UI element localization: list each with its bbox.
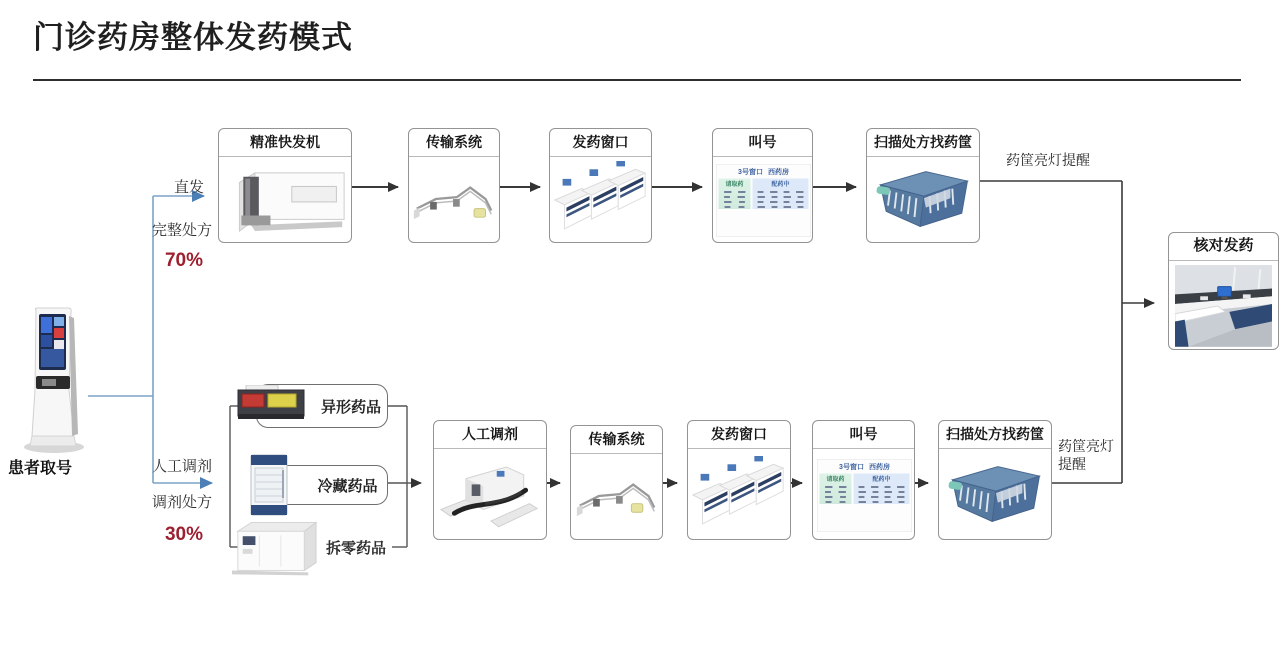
flow-bottom-step-callnumber-label: 叫号 — [813, 421, 914, 449]
dispensing-window-icon — [691, 456, 787, 534]
call-screen — [817, 459, 911, 531]
flow-bottom-step-conveyor — [570, 425, 663, 540]
branch-top-label-2: 完整处方 — [151, 222, 212, 239]
call-screen-window: 3号窗口 — [737, 167, 763, 176]
medicine-basket-icon — [871, 160, 975, 240]
manual-dispensing-machine-icon — [437, 453, 543, 537]
branch-top-percent: 70% — [164, 250, 204, 271]
call-screen-ready-header: 请取药 — [825, 475, 844, 482]
split-drug-machine-icon — [230, 515, 318, 582]
transport-system-icon — [411, 169, 497, 231]
flow-top-step-window — [549, 128, 652, 243]
flow-bottom-step-manual — [433, 420, 547, 540]
special-drug-split-label: 拆零药品 — [325, 540, 386, 557]
branch-top-label-1: 直发 — [173, 179, 204, 196]
flow-bottom-step-basket-label: 扫描处方找药筐 — [939, 421, 1051, 449]
flow-top-step-dispenser — [218, 128, 352, 243]
flow-top-step-dispenser-label: 精准快发机 — [219, 129, 351, 157]
call-screen-pharmacy: 西药房 — [767, 167, 789, 176]
transport-system-icon — [574, 466, 660, 528]
flow-top-step-basket-label: 扫描处方找药筐 — [867, 129, 979, 157]
dispensing-machine-icon — [222, 160, 348, 240]
basket-light-reminder-bottom-line2: 提醒 — [1058, 456, 1086, 472]
call-screen-preparing-header: 配药中 — [871, 475, 890, 482]
call-screen-window: 3号窗口 — [838, 462, 864, 470]
flow-bottom-step-window-label: 发药窗口 — [688, 421, 790, 449]
flow-top-step-conveyor — [408, 128, 500, 243]
flow-bottom-step-callnumber — [812, 420, 915, 540]
special-drug-irregular-label: 异形药品 — [320, 398, 381, 416]
dispensing-window-icon — [553, 161, 649, 239]
verify-counter-icon — [1175, 265, 1272, 347]
flow-top-step-callnumber — [712, 128, 813, 243]
basket-light-reminder-bottom-line1: 药筐亮灯 — [1058, 438, 1114, 454]
call-screen-pharmacy: 西药房 — [868, 462, 890, 470]
kiosk-icon — [12, 306, 96, 454]
branch-bottom-percent: 30% — [164, 524, 204, 545]
flow-top-step-conveyor-label: 传输系统 — [409, 129, 499, 157]
flow-top-step-window-label: 发药窗口 — [550, 129, 651, 157]
patient-kiosk-illustration — [12, 306, 96, 454]
flow-bottom-step-conveyor-label: 传输系统 — [571, 426, 662, 454]
branch-bottom-label-2: 调剂处方 — [151, 494, 212, 511]
call-screen-preparing-header: 配药中 — [770, 180, 789, 188]
refrigerator-icon — [249, 454, 289, 522]
call-screen — [716, 164, 810, 236]
medicine-basket-icon — [943, 455, 1047, 535]
flow-bottom-step-window — [687, 420, 791, 540]
irregular-drug-machine-icon — [236, 385, 306, 426]
special-drug-refrigerated-label: 冷藏药品 — [317, 477, 378, 495]
flow-bottom-step-basket — [938, 420, 1052, 540]
final-step-verify — [1168, 232, 1279, 350]
kiosk-label: 患者取号 — [8, 460, 73, 477]
flow-bottom-step-manual-label: 人工调剂 — [434, 421, 546, 449]
basket-light-reminder-top: 药筐亮灯提醒 — [1006, 152, 1090, 168]
final-step-verify-label: 核对发药 — [1169, 233, 1278, 261]
page-title: 门诊药房整体发药模式 — [33, 20, 353, 55]
flow-top-step-callnumber-label: 叫号 — [713, 129, 812, 157]
branch-bottom-label-1: 人工调剂 — [151, 458, 212, 475]
flow-top-step-basket — [866, 128, 980, 243]
call-screen-ready-header: 请取药 — [724, 180, 743, 188]
